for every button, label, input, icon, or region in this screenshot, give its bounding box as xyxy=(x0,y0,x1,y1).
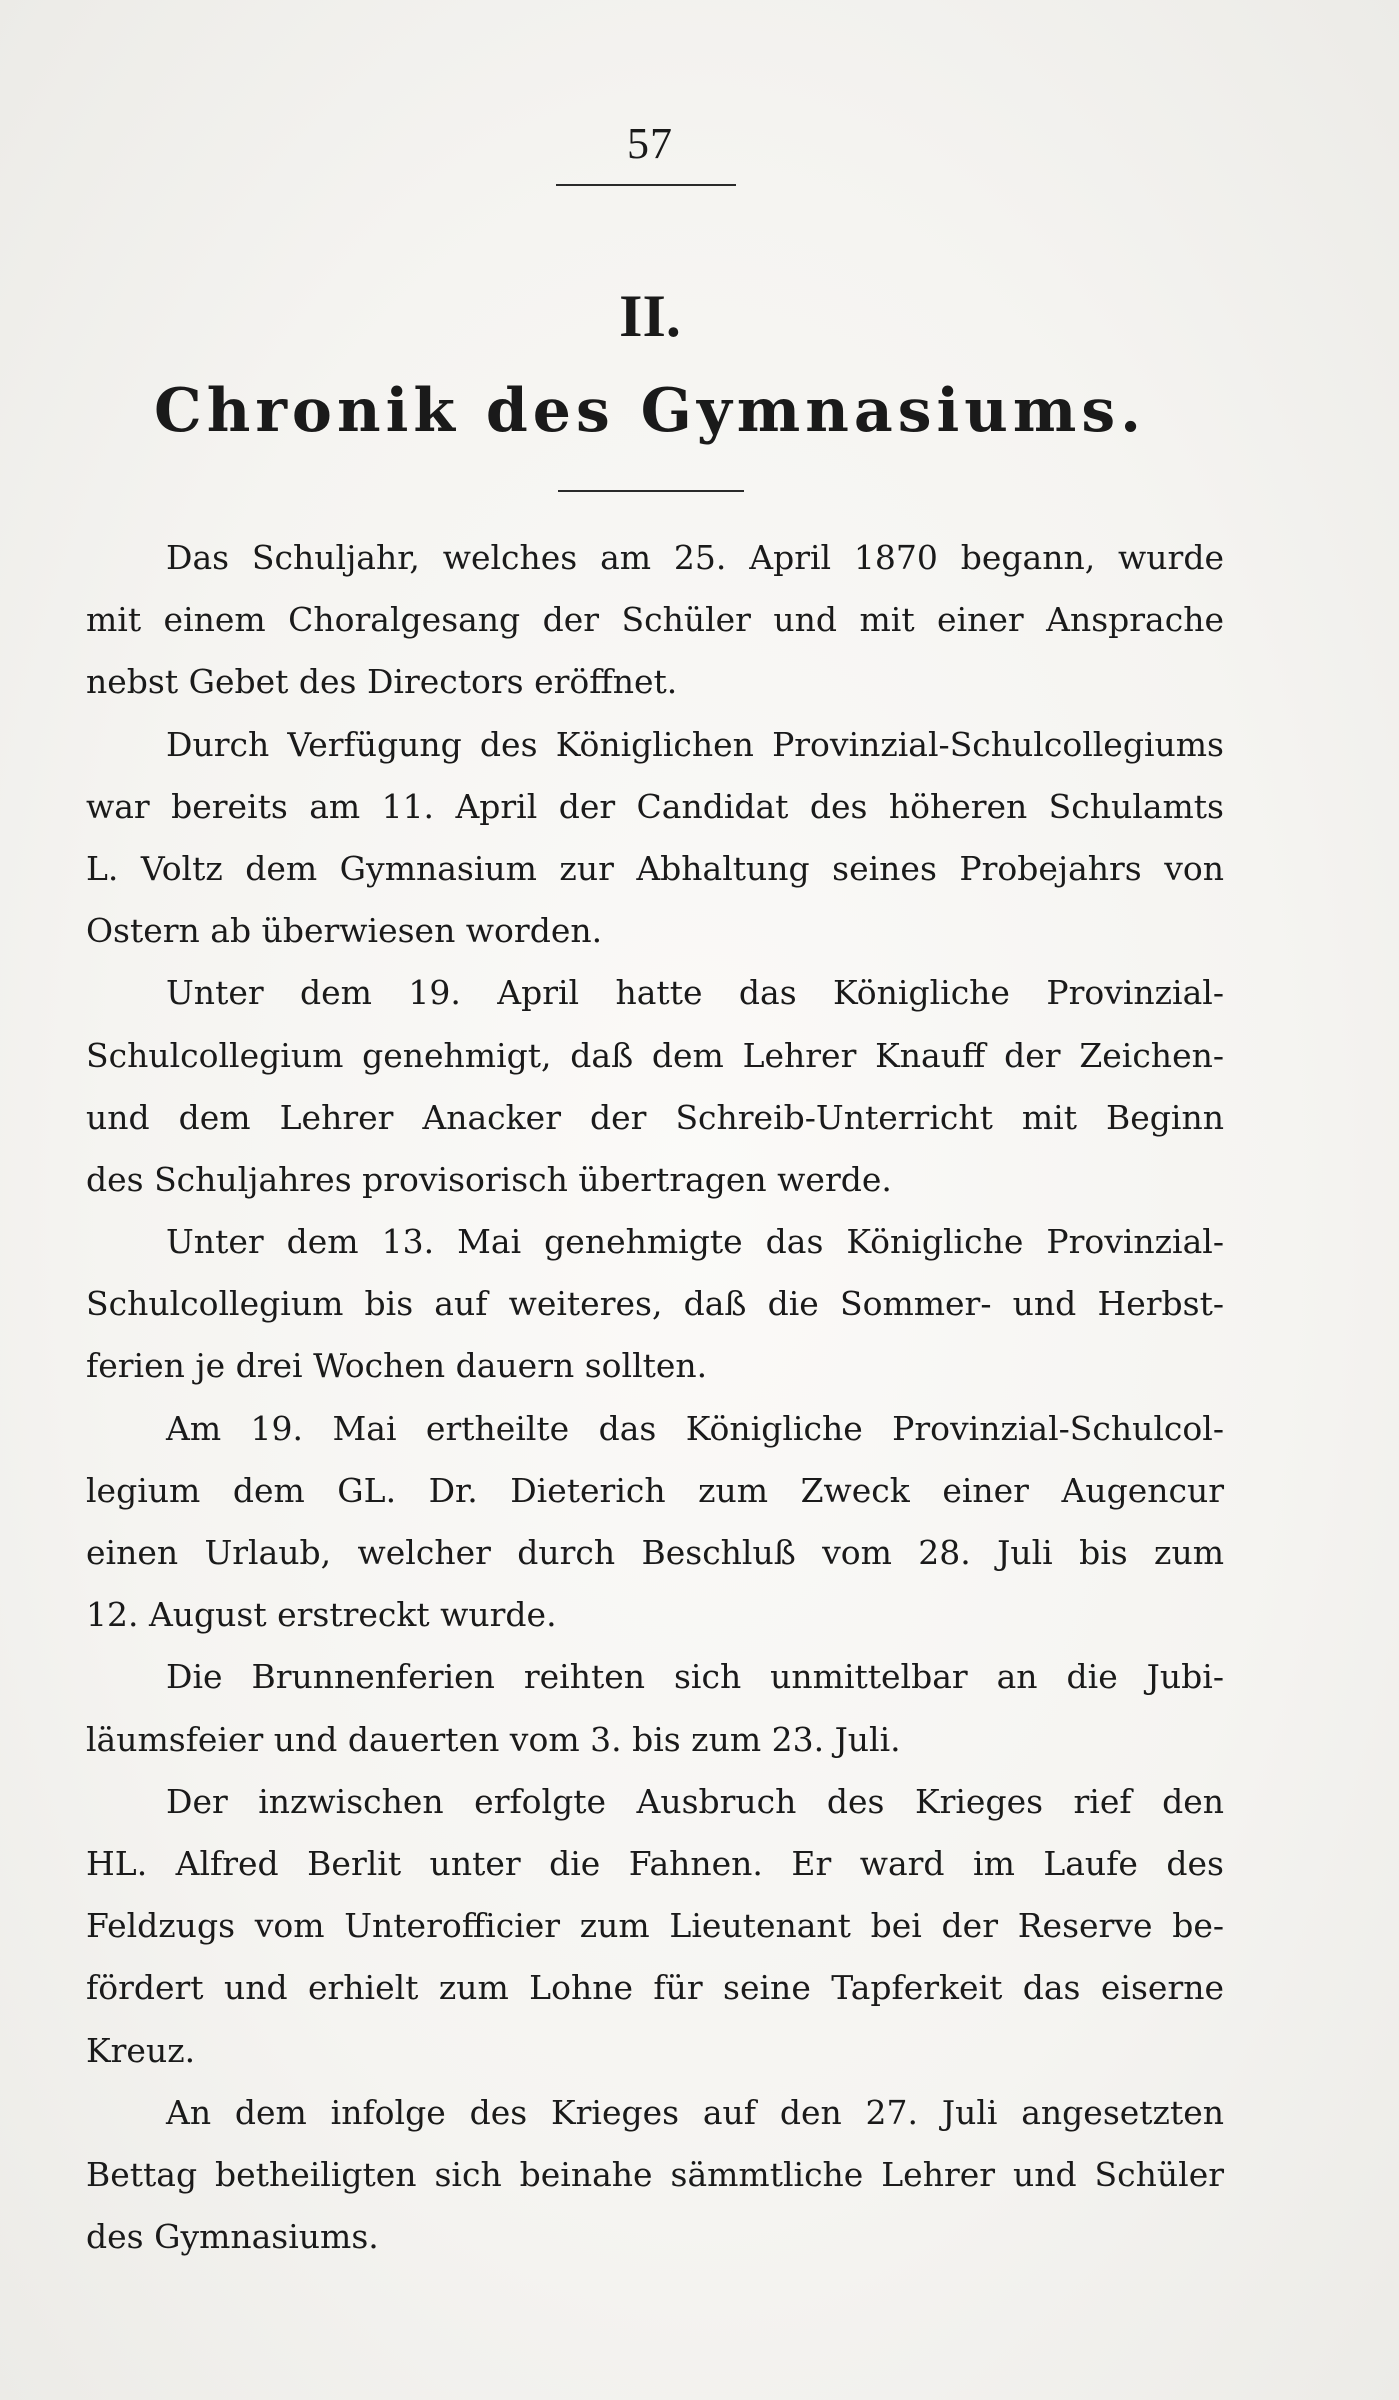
page-number: 57 xyxy=(627,119,673,168)
text-line: einen Urlaub, welcher durch Beschluß vom 28. Juli bis zum xyxy=(86,1533,1224,1572)
text-line: fördert und erhielt zum Lohne für seine Tapferkeit das eiserne xyxy=(86,1968,1224,2008)
text-line: ferien je drei Wochen dauern sollten. xyxy=(86,1346,708,1386)
body-text xyxy=(86,527,1224,2268)
text-line: Der inzwischen erfolgte Ausbruch des Krieges rief den xyxy=(166,1781,1224,1821)
text-line: Durch Verfügung des Königlichen Provinzial-Schulcollegiums xyxy=(166,724,1224,764)
text-line: des Schuljahres provisorisch übertragen werde. xyxy=(86,1159,892,1199)
text-line: Unter dem 19. April hatte das Königliche Provinzial- xyxy=(166,973,1224,1013)
text-line: Unter dem 13. Mai genehmigte das Königliche Provinzial- xyxy=(166,1222,1224,1262)
page-number-rule xyxy=(556,184,736,186)
text-line: Feldzugs vom Unterofficier zum Lieutenant bei der Reserve be- xyxy=(86,1906,1224,1946)
text-line: Ostern ab überwiesen worden. xyxy=(86,911,603,951)
text-line: nebst Gebet des Directors eröffnet. xyxy=(86,662,678,702)
text-line: Schulcollegium genehmigt, daß dem Lehrer Knauff der Zeichen- xyxy=(86,1035,1224,1075)
text-line: An dem infolge des Krieges auf den 27. Juli angesetzten xyxy=(166,2092,1224,2132)
text-line: Das Schuljahr, welches am 25. April 1870 begann, wurde xyxy=(166,538,1224,577)
text-line: Am 19. Mai ertheilte das Königliche Provinzial-Schulcol- xyxy=(166,1408,1224,1448)
text-line: war bereits am 11. April der Candidat des höheren Schulamts xyxy=(86,786,1224,826)
text-line: Kreuz. xyxy=(86,2030,196,2070)
text-line: des Gymnasiums. xyxy=(86,2217,379,2257)
title-rule xyxy=(558,490,744,492)
text-line: und dem Lehrer Anacker der Schreib-Unterricht mit Beginn xyxy=(86,1097,1224,1137)
text-line: 12. August erstreckt wurde. xyxy=(86,1595,557,1635)
text-line: Bettag betheiligten sich beinahe sämmtliche Lehrer und Schüler xyxy=(86,2154,1224,2194)
text-line: legium dem GL. Dr. Dieterich zum Zweck einer Augencur xyxy=(86,1470,1224,1510)
text-line: Die Brunnenferien reihten sich unmittelbar an die Jubi- xyxy=(166,1657,1224,1697)
text-line: läumsfeier und dauerten vom 3. bis zum 23. Juli. xyxy=(86,1719,901,1759)
section-title: Chronik des Gymnasiums. xyxy=(153,376,1147,446)
text-line: HL. Alfred Berlit unter die Fahnen. Er ward im Laufe des xyxy=(86,1843,1224,1883)
text-line: mit einem Choralgesang der Schüler und mit einer Ansprache xyxy=(86,600,1224,640)
section-numeral: II. xyxy=(619,283,681,349)
text-line: L. Voltz dem Gymnasium zur Abhaltung seines Probejahrs von xyxy=(86,848,1224,888)
text-line: Schulcollegium bis auf weiteres, daß die Sommer- und Herbst- xyxy=(86,1284,1224,1324)
